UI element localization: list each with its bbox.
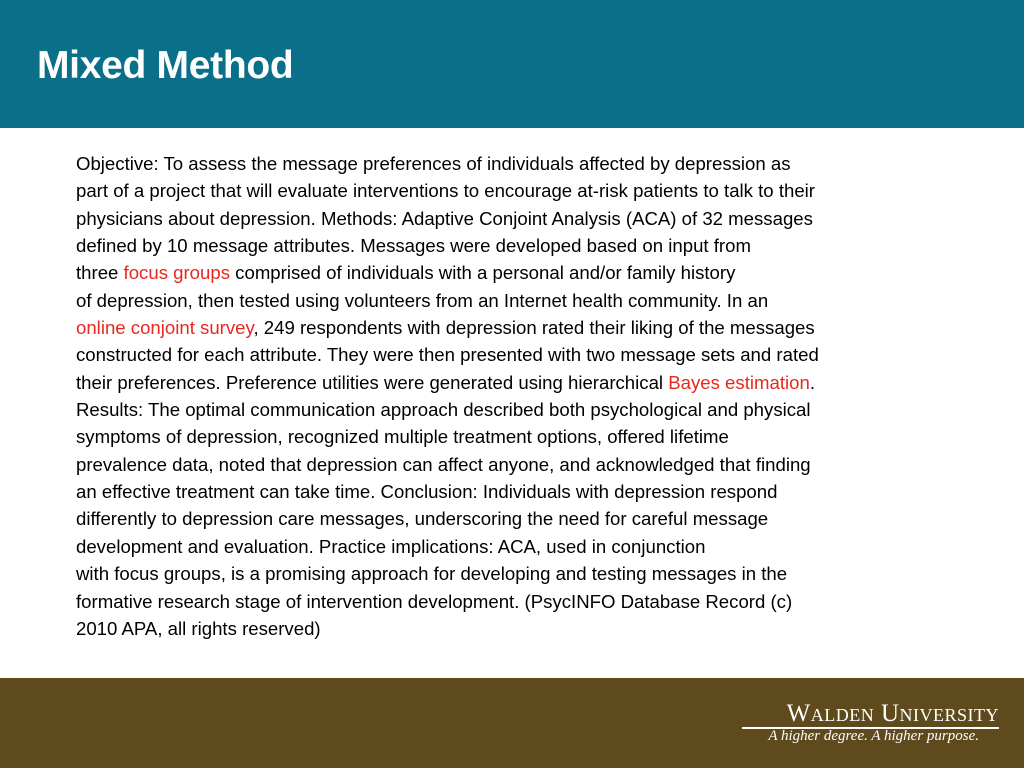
text-line [76,560,996,587]
text-segment: , 249 respondents with depression rated their liking of the messages [253,317,815,339]
text-line [76,314,996,341]
text-line [76,505,996,532]
slide-title: Mixed Method [37,44,294,87]
text-line [76,177,996,204]
text-segment: part of a project that will evaluate interventions to encourage at-risk patients to talk to their [76,180,815,202]
text-segment: development and evaluation. Practice implications: ACA, used in conjunction [76,535,706,557]
text-segment: their preferences. Preference utilities were generated using hierarchical [76,371,669,393]
hyperlink[interactable]: focus groups [123,262,231,284]
text-line [76,205,996,232]
text-segment: formative research stage of intervention development. (PsycINFO Database Record (c) [76,590,793,612]
text-segment: with focus groups, is a promising approach for developing and testing messages in the [76,563,788,585]
text-line [76,259,996,286]
text-segment: of depression, then tested using volunteers from an Internet health community. In an [76,289,769,311]
text-line [76,369,996,396]
text-segment: an effective treatment can take time. Conclusion: Individuals with depression respond [76,481,778,503]
hyperlink[interactable]: Bayes estimation [668,371,810,393]
text-line [76,588,996,615]
text-segment: differently to depression care messages, underscoring the need for careful message [76,508,769,530]
text-segment: Objective: To assess the message preferences of individuals affected by depression as [76,153,791,174]
text-line [76,232,996,259]
text-segment: symptoms of depression, recognized multiple treatment options, offered lifetime [76,426,729,448]
text-segment: Results: The optimal communication approach described both psychological and physical [76,399,811,421]
text-segment: physicians about depression. Methods: Adaptive Conjoint Analysis (ACA) of 32 messages [76,207,813,229]
text-segment: prevalence data, noted that depression can affect anyone, and acknowledged that finding [76,453,811,475]
text-line [76,533,996,560]
text-segment: three [76,262,124,284]
text-line [76,423,996,450]
hyperlink[interactable]: online conjoint survey [76,317,254,339]
text-line [76,478,996,505]
text-segment: . [809,371,815,393]
logo-tagline: A higher degree. A higher purpose. [768,728,979,744]
text-line [76,615,996,642]
text-segment: defined by 10 message attributes. Messages were developed based on input from [76,235,751,257]
text-line [76,150,996,177]
text-segment: 2010 APA, all rights reserved) [76,617,321,639]
text-segment: comprised of individuals with a personal and/or family history [230,262,736,284]
title-bar [0,0,1024,128]
walden-university-logo: Walden University [786,700,999,727]
text-segment: constructed for each attribute. They were then presented with two message sets and rated [76,344,819,366]
text-line [76,287,996,314]
text-line [76,396,996,423]
text-line [76,451,996,478]
text-line [76,341,996,368]
abstract-text [76,150,996,642]
